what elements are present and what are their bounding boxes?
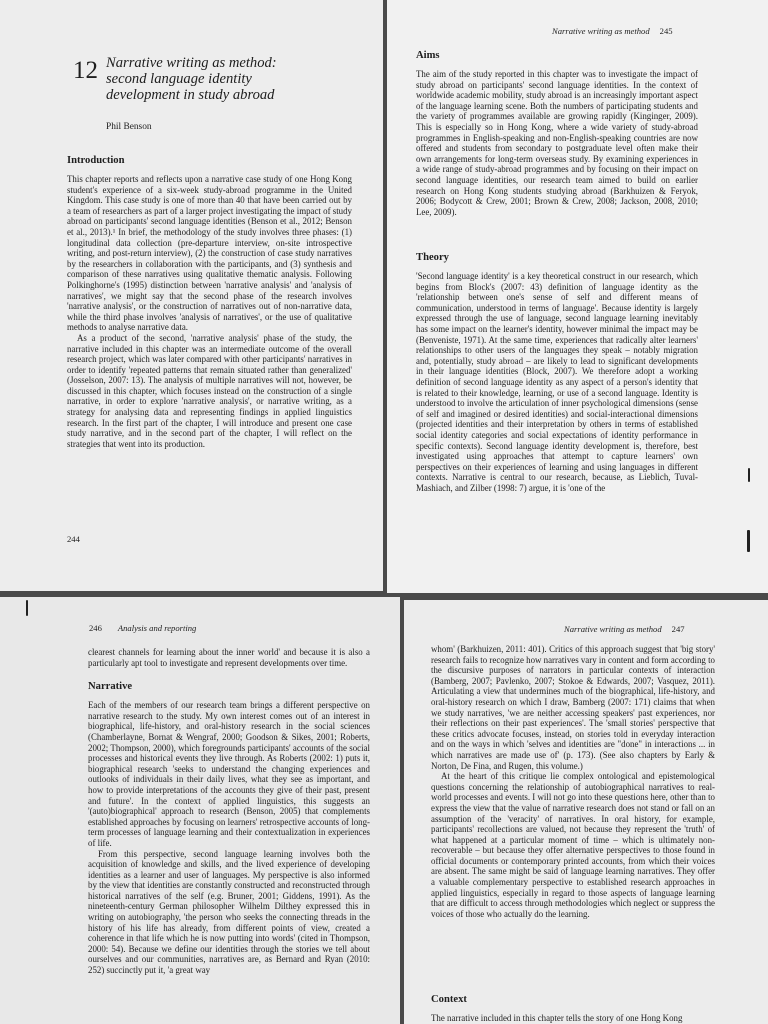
page-244 (0, 0, 383, 591)
aims-section (416, 50, 698, 217)
critique-section (431, 644, 715, 919)
section-heading: Context (431, 994, 467, 1005)
page-number: 245 (659, 26, 673, 36)
body-paragraph: From this perspective, second language learning involves both the acquisition of knowledge and skills, and the lived experience of developing identities as a learner and user of languages. My perspective is also informed by the view that identities are constantly constructed and reconstructed through historical narratives of the self (e.g. Bruner, 2001; Giddens, 1991). As the nineteenth-century German philosopher Wilhelm Dilthey expressed this in writing on autobiography, 'the person who seeks the connecting threads in the history of his life has already, from different points of view, created a coherence in that life which he is now putting into words' (cited in Thompson, 2000: 54). Because we define our identities through the stories we tell about ourselves and our communities, narratives are, as Bernard and Ryan (2010: 252) succinctly put it, 'a great way (88, 848, 370, 976)
chapter-title-line: second language identity (106, 71, 252, 88)
chapter-title-line: development in study abroad (106, 87, 275, 104)
author-name: Phil Benson (106, 122, 152, 132)
body-paragraph: Each of the members of our research team brings a different perspective on narrative research to the study. My own interest comes out of an interest in biographical, life-history, and oral-history research in the social sciences (Chamberlayne, Bornat & Wengraf, 2000; Goodson & Sikes, 2001; Roberts, 2002; Thompson, 2000), which foregrounds participants' accounts of the social processes and historical events they live through. As Roberts (2002: 1) puts it, biographical research 'seeks to understand the changing experiences and outlooks of individuals in their daily lives, what they see as important, and how to provide interpretations of the accounts they give of their past, present and future'. In the context of applied linguistics, this suggests an '(auto)biographical' approach to research (Benson, 2005) that complements established approaches by focusing on learners' retrospective accounts of long-term processes of language learning and their contextualization in experiences of life. (88, 700, 370, 848)
narrative-section (88, 647, 370, 976)
body-paragraph: At the heart of this critique lie complex ontological and epistemological questions concerning the relationship of autobiographical narratives to real-world processes and events. I will not go into these questions here, other than to express the view that the value of narrative research does not stand or fall on an assumption of the 'veracity' of narratives. In oral history, for example, participants' recollections are valued, not because they represent the 'truth' of what happened at a particular moment of time – which is ultimately non-recoverable – but because they offer alternative perspectives to those found in official documents or contemporary printed accounts, from which their voices are absent. The same might be said of language learning narratives. They offer a valuable complementary perspective to established research approaches in applied linguistics, especially in regard to those aspects of language learning that are difficult to access through methodologies which neglect or suppress the voices of those who actually do the learning. (431, 771, 715, 919)
page-247 (404, 600, 768, 1024)
chapter-title-line: Narrative writing as method: (106, 55, 277, 71)
page-number: 246 (89, 623, 102, 633)
body-paragraph: clearest channels for learning about the inner world' and because it is also a particularly apt tool to investigate and represent developments over time. (88, 647, 370, 668)
page-number: 247 (671, 624, 685, 634)
margin-mark (748, 468, 750, 482)
chapter-title (106, 55, 366, 104)
running-head (89, 623, 196, 633)
section-heading: Theory (416, 252, 449, 263)
body-paragraph: 'Second language identity' is a key theoretical construct in our research, which begins from Block's (2007: 43) definition of language identity as the 'relationship between one's sense of self and different means of communication, understood in terms of language'. Because identity is largely expressed through the use of language, second language learning inevitably has some impact on the learner's identity, however minimal the impact may be (Benveniste, 1971). At the same time, experiences that radically alter learners' relationships to other users of the languages they speak – notably migration and, potentially, study abroad – are likely to lead to significant developments in their language identities (Block, 2007). We therefore adopt a working definition of second language identity as any aspect of a person's identity that is related to their knowledge, learning, or use of a second language. Identity is understood to involve the articulation of inner psychological dimensions (sense of self and imagined or desired identities) and social-interactional dimensions (projected identities and their interpretation by others in terms of established social identity categories and social expectations of identity performance in specific contexts). Second language identity development is, therefore, best investigated using approaches that attempt to capture learners' own perspectives on their experiences of learning and using languages in different contexts. Narrative is central to our research, because, as Lieblich, Tuval-Mashiach, and Zilber (1998: 7) argue, it is 'one of the (416, 271, 698, 493)
running-head (552, 26, 673, 36)
running-head (564, 624, 685, 634)
running-head-title: Narrative writing as method (552, 26, 650, 36)
section-heading: Introduction (67, 155, 125, 166)
running-head-title: Analysis and reporting (117, 623, 197, 633)
section-heading: Narrative (88, 681, 133, 693)
context-section (431, 994, 715, 1024)
page-number: 244 (67, 534, 80, 544)
running-head-title: Narrative writing as method (564, 624, 662, 634)
body-paragraph: The narrative included in this chapter tells the story of one Hong Kong (431, 1013, 683, 1023)
body-paragraph: As a product of the second, 'narrative analysis' phase of the study, the narrative included in this chapter was an intermediate outcome of the overall research project, which was later compared with other participants' narratives in order to identify 'repeated patterns that remain situated rather than generalized' (Josselson, 2007: 13). The analysis of multiple narratives will not, however, be discussed in this chapter, which focuses instead on the construction of a single narrative, in order to explore 'narrative analysis', or narrative writing, as a strategy for analysing data and representing findings in applied linguistics research. In the first part of the chapter, I will introduce and present one case study narrative, and in the second part of the chapter, I will reflect on the strategies that went into its production. (67, 332, 352, 449)
body-paragraph: The aim of the study reported in this chapter was to investigate the impact of study abroad on participants' second language identities. In the context of worldwide academic mobility, study abroad is an increasingly important aspect of the language learning scene. Both the numbers of participating students and the variety of programmes available are growing rapidly (Kinginger, 2009). This is especially so in Hong Kong, where a wide variety of study-abroad programmes in English-speaking and non-English-speaking countries are now offered and students from secondary to postgraduate level often make their own arrangements for long-term overseas study. By examining experiences in a wide range of study-abroad programmes and by focusing on their impact on second language identities, our research team aimed to build on earlier research on Hong Kong students studying abroad (Barkhuizen & Feryok, 2006; Bodycott & Crew, 2001; Brown & Crew, 2008; Jackson, 2008, 2010; Lee, 2009). (416, 69, 698, 217)
margin-mark (26, 600, 28, 616)
body-paragraph: This chapter reports and reflects upon a narrative case study of one Hong Kong student's experience of a six-week study-abroad programme in the United Kingdom. This case study is one of more than 40 that have been carried out by a team of researchers as part of a larger project investigating the impact of study abroad on participants' second language identities (Benson et al., 2012; Benson et al., 2013).¹ In brief, the methodology of the study involves three phases: (1) longitudinal data collection (pre-departure interview, on-site introspective writing, and post-return interview), (2) the construction of case study narratives by the researchers in collaboration with the participants, and (3) synthesis and comparison of these narratives using qualitative thematic analysis. Following Polkinghorne's (1995) distinction between 'narrative analysis' and 'analysis of narratives', we might say that the second phase of the research involves 'narrative analysis', or the construction of narratives out of non-narrative data, while the third phase involves 'analysis of narratives', or the use of qualitative methods to analyse narrative data. (67, 174, 352, 333)
page-246 (0, 597, 400, 1024)
chapter-number: 12 (73, 57, 98, 84)
margin-mark (747, 530, 750, 552)
page-245 (387, 0, 768, 593)
body-paragraph: whom' (Barkhuizen, 2011: 401). Critics of this approach suggest that 'big story' research fails to recognize how narratives vary in content and form according to the discursive purposes of narrators in particular contexts of interaction (Bamberg, 2007; Pavlenko, 2007; Stokoe & Edwards, 2007; Vasquez, 2011). Articulating a view that undermines much of the biographical, life-history, and oral-history research on which I draw, Bamberg (2007: 171) claims that when we study narratives, 'we are neither accessing speakers' past experiences, nor their reflections on their past experiences'. The 'small stories' perspective that these critics advocate focuses, instead, on stories told in everyday interaction and on the ways in which 'selves and identities are "done" in interactions ... in which narratives are made use of' (p. 173). (See also chapters by Early & Norton, De Fina, and Rugen, this volume.) (431, 644, 715, 771)
section-heading: Aims (416, 50, 440, 61)
introduction-section (67, 155, 352, 449)
theory-section (416, 252, 698, 493)
